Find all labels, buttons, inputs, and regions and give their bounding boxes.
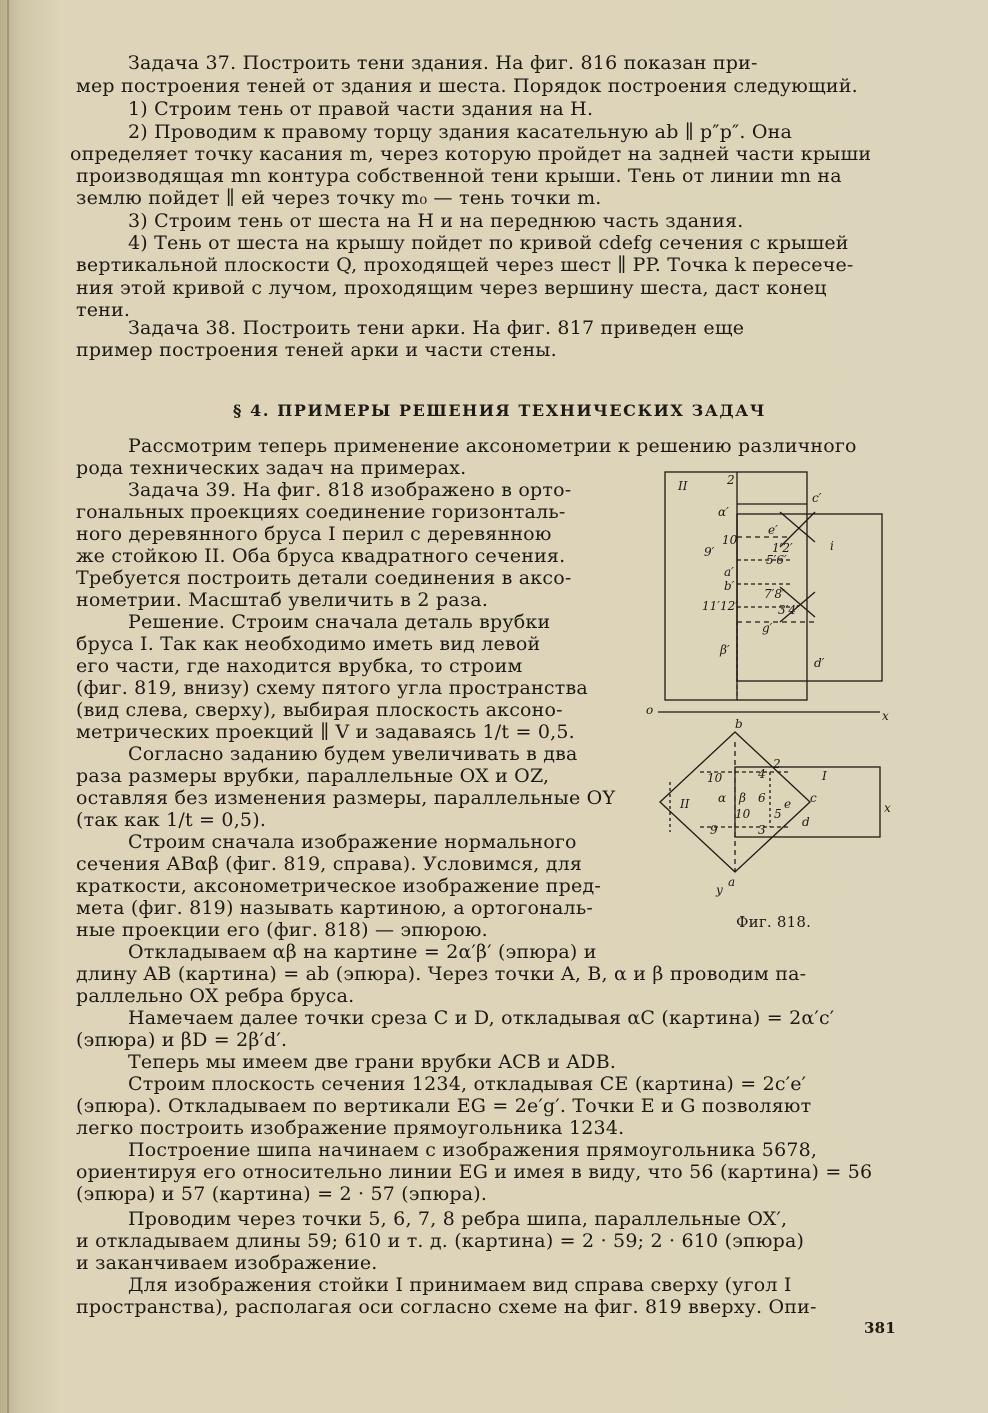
text-line-28: (вид слева, сверху), выбирая плоскость аксоно-	[76, 699, 563, 721]
text-line-46: (эпюра). Откладываем по вертикали EG = 2e′g′. Точки E и G позволяют	[76, 1095, 812, 1117]
text-line-33: (так как 1/t = 0,5).	[76, 809, 267, 831]
figure-label: 9′	[704, 545, 715, 559]
figure-label: 5	[774, 807, 782, 821]
text-line-45: Строим плоскость сечения 1234, откладывая CE (картина) = 2c′e′	[128, 1073, 807, 1095]
text-line-49: ориентируя его относительно линии EG и имея в виду, что 56 (картина) = 56	[76, 1161, 873, 1183]
text-line-36: краткости, аксонометрическое изображение пред-	[76, 875, 601, 897]
figure-label: y	[716, 883, 723, 897]
text-line-8: 3) Строим тень от шеста на H и на переднюю часть здания.	[128, 210, 744, 232]
figure-label: 7′8′	[764, 587, 785, 601]
text-line-39: Откладываем αβ на картине = 2α′β′ (эпюра) и	[128, 941, 597, 963]
figure-label: β′	[720, 643, 730, 657]
text-line-52: и откладываем длины 59; 610 и т. д. (картина) = 2 · 59; 2 · 610 (эпюра)	[76, 1230, 805, 1252]
figure-label: 3	[758, 823, 766, 837]
text-line-22: Требуется построить детали соединения в аксо-	[76, 567, 572, 589]
text-line-13: Задача 38. Построить тени арки. На фиг. 817 приведен еще	[128, 317, 745, 339]
figure-label: β	[739, 791, 746, 805]
figure-label: 4	[758, 767, 766, 781]
text-line-43: (эпюра) и βD = 2β′d′.	[76, 1029, 288, 1051]
figure-label: d′	[814, 656, 825, 670]
text-line-6: производящая mn контура собственной тени крыши. Тень от линии mn на	[76, 165, 842, 187]
post-outline	[665, 472, 807, 700]
figure-label: α	[718, 791, 727, 805]
text-line-21: же стойкою II. Оба бруса квадратного сечения.	[76, 545, 566, 567]
figure-label: I	[822, 769, 827, 783]
text-line-11: ния этой кривой с лучом, проходящим через вершину шеста, даст конец	[76, 277, 827, 299]
figure-label: 3′4′	[778, 603, 799, 617]
figure-label: o	[646, 703, 654, 717]
text-line-48: Построение шипа начинаем с изображения прямоугольника 5678,	[128, 1139, 818, 1161]
figure-label: g′	[762, 621, 773, 635]
text-line-23: нометрии. Масштаб увеличить в 2 раза.	[76, 589, 489, 611]
text-line-26: его части, где находится врубка, то строим	[76, 655, 523, 677]
figure-label: a	[728, 875, 736, 889]
figure-label: II	[680, 797, 690, 811]
text-line-14: пример построения теней арки и части стены.	[76, 339, 557, 361]
figure-label: c′	[812, 491, 822, 505]
text-line-25: бруса I. Так как необходимо иметь вид левой	[76, 633, 541, 655]
text-line-24: Решение. Строим сначала деталь врубки	[128, 611, 551, 633]
text-line-4: 2) Проводим к правому торцу здания касательную ab ∥ p″p″. Она	[128, 121, 792, 143]
figure-label: b′	[724, 579, 735, 593]
text-line-20: ного деревянного бруса I перил с деревянною	[76, 523, 552, 545]
figure-label: α′	[718, 505, 729, 519]
text-line-50: (эпюра) и 57 (картина) = 2 · 57 (эпюра).	[76, 1183, 488, 1205]
figure-label: x	[882, 709, 889, 723]
figure-818-drawing	[640, 462, 910, 917]
text-line-27: (фиг. 819, внизу) схему пятого угла пространства	[76, 677, 588, 699]
text-line-1: Задача 37. Построить тени здания. На фиг. 816 показан при-	[128, 52, 758, 74]
text-line-9: 4) Тень от шеста на крышу пойдет по кривой cdefg сечения с крышей	[128, 232, 849, 254]
figure-818	[640, 462, 910, 917]
figure-label: x	[884, 801, 891, 815]
figure-label: 1′2′	[772, 541, 793, 555]
figure-caption: Фиг. 818.	[736, 913, 812, 931]
text-line-37: мета (фиг. 819) называть картиною, а ортогональ-	[76, 897, 593, 919]
text-line-32: оставляя без изменения размеры, параллельные OY	[76, 787, 616, 809]
figure-label: c	[810, 791, 817, 805]
text-line-42: Намечаем далее точки среза C и D, откладывая αC (картина) = 2α′c′	[128, 1007, 835, 1029]
figure-label: e	[784, 797, 792, 811]
figure-label: b	[735, 717, 743, 731]
figure-label: 6	[758, 791, 766, 805]
text-line-2: мер построения теней от здания и шеста. Порядок построения следующий.	[76, 75, 858, 97]
text-line-41: раллельно OX ребра бруса.	[76, 985, 355, 1007]
text-line-53: и заканчиваем изображение.	[76, 1252, 378, 1274]
figure-label: d	[802, 815, 810, 829]
figure-label: 2	[727, 473, 735, 487]
text-line-12: тени.	[76, 299, 131, 321]
text-line-47: легко построить изображение прямоугольника 1234.	[76, 1117, 625, 1139]
text-line-7: землю пойдет ∥ ей через точку m₀ — тень точки m.	[76, 187, 602, 209]
text-line-19: гональных проекциях соединение горизонталь-	[76, 501, 566, 523]
text-line-5: определяет точку касания m, через которую пройдет на задней части крыши	[70, 143, 872, 165]
figure-label: i	[830, 539, 834, 553]
figure-label: 2	[773, 757, 781, 771]
text-line-29: метрических проекций ∥ V и задаваясь 1/t = 0,5.	[76, 721, 575, 743]
text-line-35: сечения ABαβ (фиг. 819, справа). Условимся, для	[76, 853, 583, 875]
text-line-16: Рассмотрим теперь применение аксонометрии к решению различного	[128, 435, 857, 457]
text-line-54: Для изображения стойки I принимаем вид справа сверху (угол I	[128, 1274, 792, 1296]
text-line-3: 1) Строим тень от правой части здания на H.	[128, 98, 594, 120]
text-line-44: Теперь мы имеем две грани врубки ACB и ADB.	[128, 1051, 617, 1073]
fig-label: II	[678, 479, 688, 493]
figure-label: 10	[707, 771, 723, 785]
figure-label: 11′12′	[702, 599, 738, 613]
text-line-55: пространства), располагая оси согласно схеме на фиг. 819 вверху. Опи-	[76, 1296, 817, 1318]
text-line-38: ные проекции его (фиг. 818) — эпюрою.	[76, 919, 488, 941]
page-margin-line	[7, 0, 9, 1413]
figure-label: 5′6′	[766, 553, 787, 567]
text-line-18: Задача 39. На фиг. 818 изображено в орто-	[128, 479, 572, 501]
text-line-40: длину AB (картина) = ab (эпюра). Через точки A, B, α и β проводим па-	[76, 963, 807, 985]
figure-label: a′	[724, 565, 734, 579]
text-line-34: Строим сначала изображение нормального	[128, 831, 577, 853]
text-line-31: раза размеры врубки, параллельные OX и OZ,	[76, 765, 550, 787]
figure-label: 10	[735, 807, 751, 821]
text-line-30: Согласно заданию будем увеличивать в два	[128, 743, 578, 765]
text-line-17: рода технических задач на примерах.	[76, 457, 467, 479]
figure-label: e′	[768, 523, 778, 537]
page-number: 381	[864, 1319, 896, 1337]
figure-label: 10	[722, 533, 738, 547]
figure-label: 9	[710, 823, 718, 837]
section-heading: § 4. ПРИМЕРЫ РЕШЕНИЯ ТЕХНИЧЕСКИХ ЗАДАЧ	[233, 401, 767, 420]
text-line-51: Проводим через точки 5, 6, 7, 8 ребра шипа, параллельные OX′,	[128, 1208, 788, 1230]
text-line-10: вертикальной плоскости Q, проходящей через шест ∥ PP. Точка k пересече-	[76, 254, 854, 276]
